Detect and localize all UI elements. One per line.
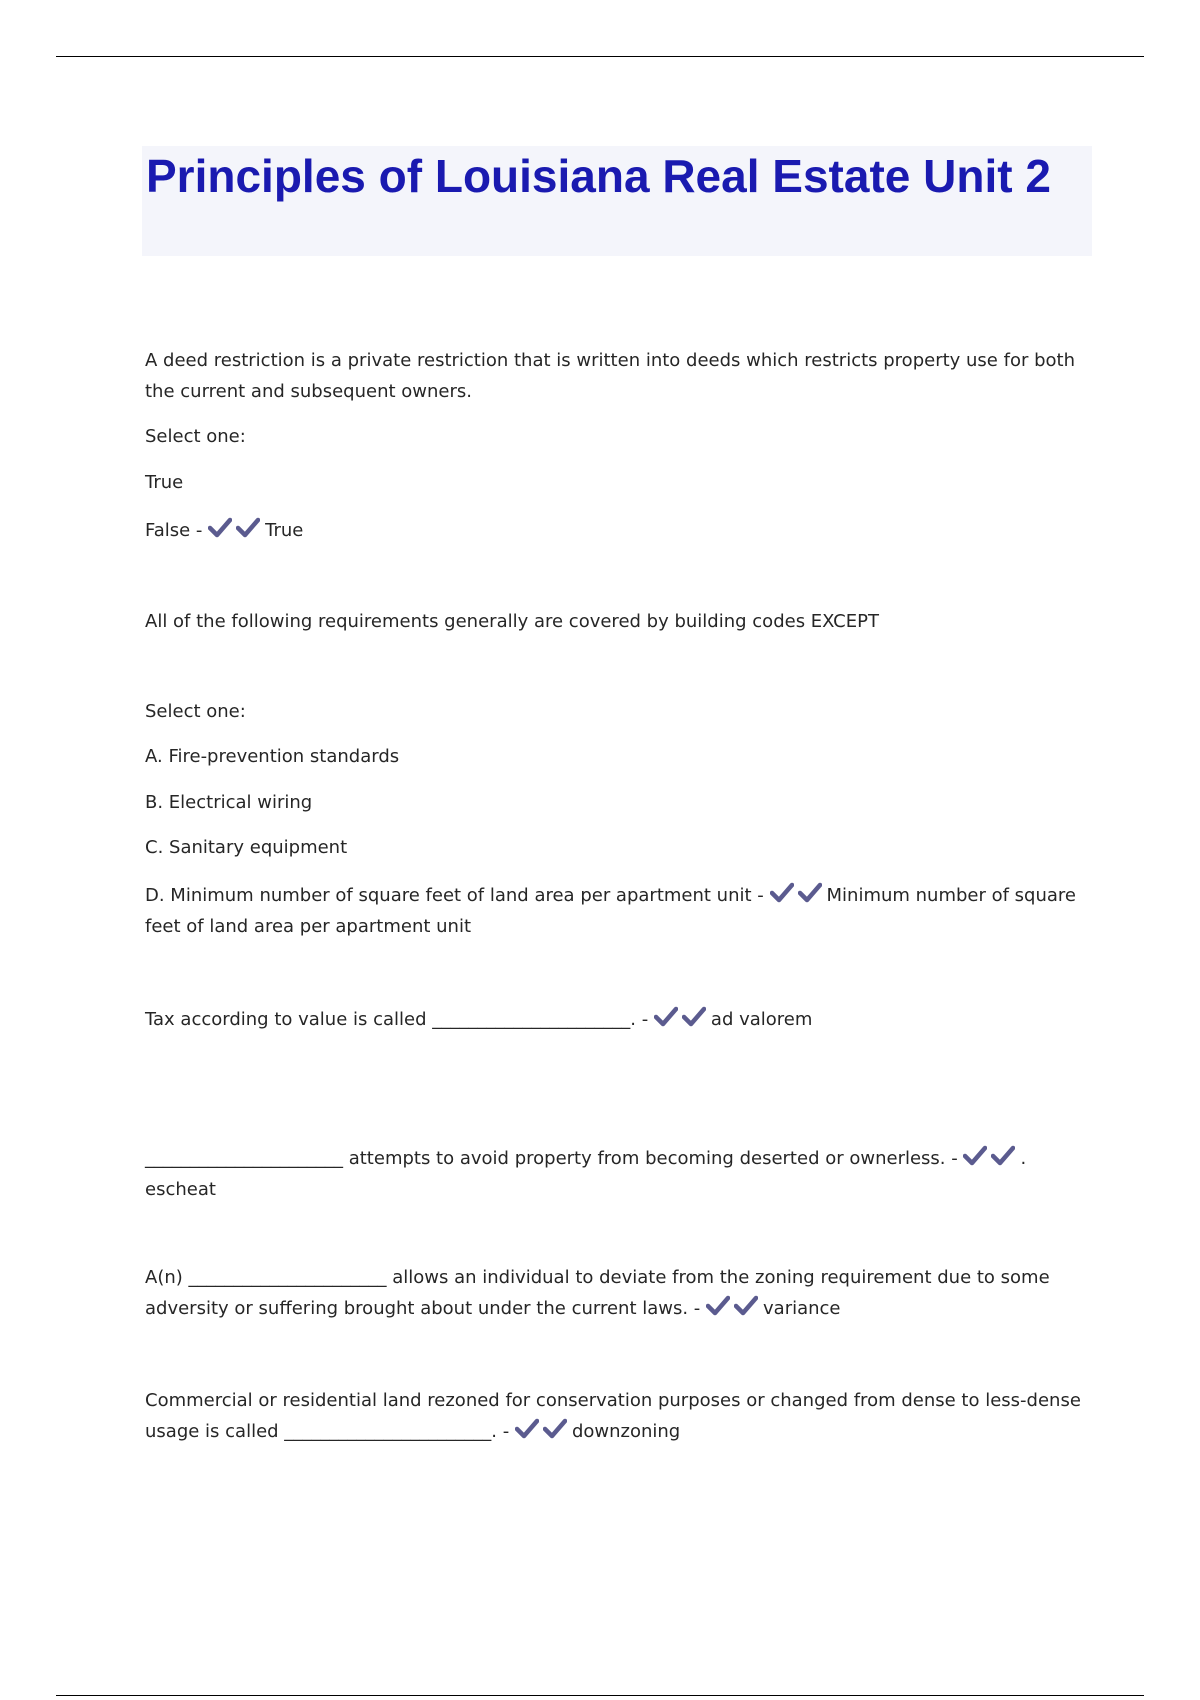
top-rule [56,56,1144,57]
question-2-option-c: C. Sanitary equipment [145,837,348,858]
question-5-answer: variance [763,1298,841,1319]
question-1-option-false [145,515,1095,546]
question-6 [145,1385,1095,1447]
question-6-prompt: Commercial or residential land rezoned for conservation purposes or changed from dense to less-dense usage is called _______________________. - [145,1390,1081,1442]
page-title: Principles of Louisiana Real Estate Unit 2 [146,150,1051,202]
question-5-prompt: A(n) ______________________ allows an individual to deviate from the zoning requirement due to some adversity or suffering brought about under the current laws. - [145,1267,1050,1319]
question-2-option-d [145,880,1095,942]
check-icon [770,882,794,904]
check-icon [798,882,822,904]
question-3-answer: ad valorem [710,1009,813,1030]
option-text: False - [145,520,209,541]
question-3-prompt: Tax according to value is called ______________________. - [145,1009,654,1030]
question-4-answer: . escheat [145,1148,1027,1200]
check-icon [236,517,260,539]
question-2-option-b: B. Electrical wiring [145,792,313,813]
question-1-option-true: True [145,472,184,493]
check-icon [963,1145,987,1167]
question-5 [145,1262,1095,1324]
question-4-prompt: ______________________ attempts to avoid property from becoming deserted or ownerless. - [145,1148,964,1169]
option-text: D. Minimum number of square feet of land area per apartment unit - [145,885,770,906]
check-icon [734,1295,758,1317]
check-icon [208,517,232,539]
question-3 [145,1004,1095,1035]
question-2-prompt: All of the following requirements generally are covered by building codes EXCEPT [145,611,879,632]
question-1-answer: True [265,520,304,541]
check-icon [682,1006,706,1028]
question-2-answer: Minimum number of square feet of land area per apartment unit [145,885,1077,937]
check-icon [515,1418,539,1440]
question-2-select-label: Select one: [145,701,246,722]
check-icon [991,1145,1015,1167]
check-icon [543,1418,567,1440]
bottom-rule [56,1695,1144,1696]
question-1-select-label: Select one: [145,426,246,447]
check-icon [654,1006,678,1028]
question-6-answer: downzoning [571,1421,681,1442]
question-2-option-a: A. Fire-prevention standards [145,746,400,767]
question-1-prompt: A deed restriction is a private restriction that is written into deeds which restricts property use for both the current and subsequent owners. [145,350,1075,402]
check-icon [706,1295,730,1317]
question-4 [145,1143,1095,1205]
